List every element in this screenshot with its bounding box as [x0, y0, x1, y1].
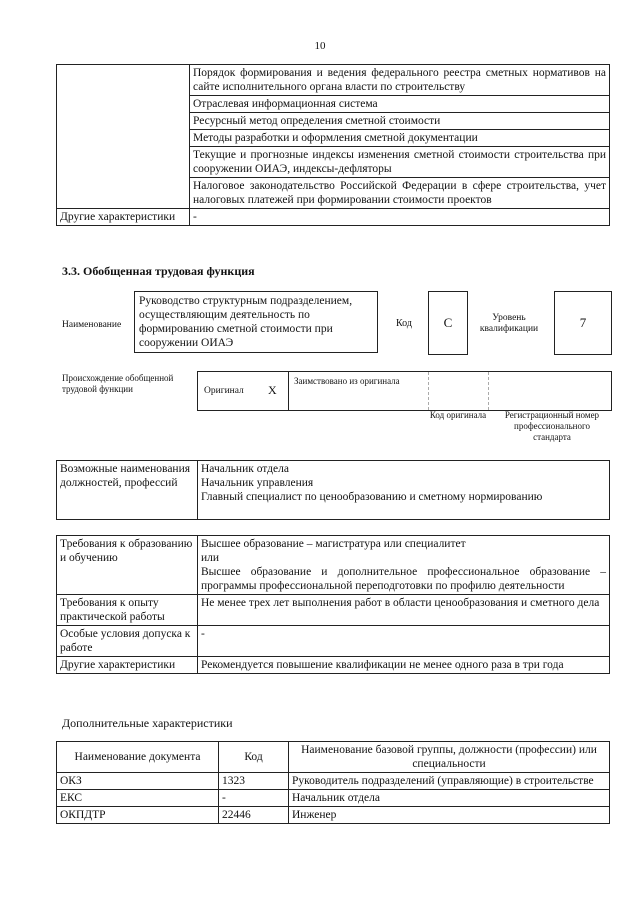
code-value: С [428, 291, 468, 355]
code-original-label: Код оригинала [429, 410, 487, 420]
borrowed-label: Заимствовано из оригинала [294, 376, 400, 386]
code-label: Код [396, 318, 412, 329]
section-title: 3.3. Обобщенная трудовая функция [62, 264, 255, 278]
req-line: или [201, 552, 220, 564]
table-cell: ОКПДТР [57, 807, 219, 824]
position-item: Главный специалист по ценообразованию и сметному нормированию [201, 491, 543, 503]
knowledge-row: Текущие и прогнозные индексы изменения сметной стоимости строительства при сооружении ОИАЭ, индексы-дефляторы [190, 147, 610, 178]
positions-values [198, 461, 610, 520]
origin-divider [288, 372, 289, 410]
origin-label: Происхождение обобщенной трудовой функции [62, 373, 174, 394]
name-label: Наименование [62, 320, 122, 330]
knowledge-table [56, 64, 610, 226]
header-code: Код [219, 742, 289, 773]
level-value: 7 [554, 291, 612, 355]
function-name: Руководство структурным подразделением, осуществляющим деятельность по формированию сметной стоимости при сооружении ОИАЭ [134, 291, 378, 353]
req-line: Высшее образование и дополнительное профессиональное образование – программы профессиональной переподготовки по профилю деятельности [201, 566, 606, 592]
knowledge-row: Отраслевая информационная система [190, 96, 610, 113]
table-cell: Начальник отдела [289, 790, 610, 807]
req-conditions-label: Особые условия допуска к работе [57, 626, 198, 657]
position-item: Начальник управления [201, 477, 314, 489]
knowledge-row: Ресурсный метод определения сметной стоимости [190, 113, 610, 130]
reg-number-label: Регистрационный номер профессионального стандарта [504, 410, 600, 442]
table-cell: 1323 [219, 773, 289, 790]
table-cell: Инженер [289, 807, 610, 824]
other-characteristics-label: Другие характеристики [57, 209, 190, 226]
additional-table [56, 741, 610, 824]
level-label: Уровень квалификации [479, 313, 539, 334]
table-cell: 22446 [219, 807, 289, 824]
origin-dash-1 [428, 372, 429, 410]
header-doc-name: Наименование документа [57, 742, 219, 773]
req-education-value [198, 536, 610, 595]
table-cell: ОКЗ [57, 773, 219, 790]
req-other-value: Рекомендуется повышение квалификации не менее одного раза в три года [198, 657, 610, 674]
origin-box [197, 371, 612, 411]
original-mark: X [268, 383, 277, 397]
table-cell: Руководитель подразделений (управляющие) в строительстве [289, 773, 610, 790]
req-experience-label: Требования к опыту практической работы [57, 595, 198, 626]
table-cell: - [219, 790, 289, 807]
table-cell: ЕКС [57, 790, 219, 807]
original-label: Оригинал [204, 386, 244, 396]
requirements-table [56, 535, 610, 674]
positions-table [56, 460, 610, 520]
knowledge-row: Налоговое законодательство Российской Федерации в сфере строительства, учет налоговых платежей при формировании стоимости проектов [190, 178, 610, 209]
other-characteristics-value: - [190, 209, 610, 226]
req-conditions-value: - [198, 626, 610, 657]
knowledge-row: Порядок формирования и ведения федерального реестра сметных нормативов на сайте исполнительного органа власти по строительству [190, 65, 610, 96]
req-line: Высшее образование – магистратура или специалитет [201, 538, 466, 550]
position-item: Начальник отдела [201, 463, 289, 475]
origin-dash-2 [488, 372, 489, 410]
req-education-label: Требования к образованию и обучению [57, 536, 198, 595]
req-other-label: Другие характеристики [57, 657, 198, 674]
req-experience-value: Не менее трех лет выполнения работ в области ценообразования и сметного дела [198, 595, 610, 626]
knowledge-label-cell [57, 65, 190, 209]
additional-title: Дополнительные характеристики [62, 716, 233, 730]
knowledge-row: Методы разработки и оформления сметной документации [190, 130, 610, 147]
page-number: 10 [314, 40, 326, 52]
header-group-name: Наименование базовой группы, должности (профессии) или специальности [289, 742, 610, 773]
positions-label: Возможные наименования должностей, профессий [57, 461, 198, 520]
